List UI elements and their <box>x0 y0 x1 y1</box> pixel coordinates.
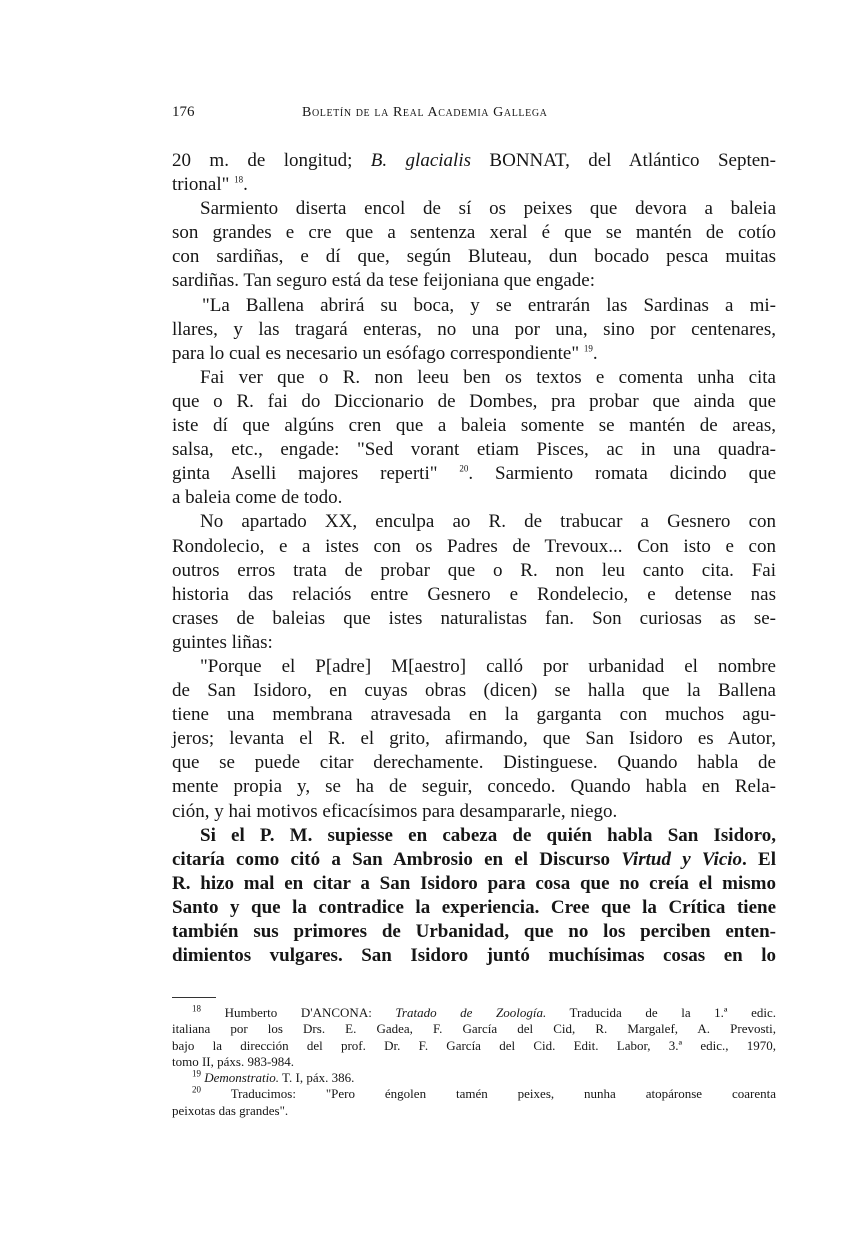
quote-line: que se puede citar derechamente. Distinguese. Quando habla de <box>172 752 776 774</box>
text-line: trional" $^{18}$. <box>172 174 248 196</box>
footnote-18: $^{18}$ Humberto D'ANCONA: Tratado de Zoología. Traducida de la 1.ª edic. <box>192 1003 776 1020</box>
text-line: sardiñas. Tan seguro está da tese feijoniana que engade: <box>172 270 596 292</box>
footnote-divider <box>172 997 216 998</box>
quote-line: ción, y hai motivos eficacísimos para desampararle, niego. <box>172 800 618 822</box>
text-line: 20 m. de longitud; B. glacialis BONNAT, del Atlántico Septen- <box>172 150 776 171</box>
text-line: ginta Aselli majores reperti" $^{20}$. Sarmiento romata dicindo que <box>172 463 777 485</box>
footnote-marker: 18 <box>234 174 244 185</box>
quote-line: llares, y las tragará enteras, no una por una, sino por centenares, <box>172 318 776 340</box>
quote-line: tiene una membrana atravesada en la garganta con muchos agu- <box>172 704 776 726</box>
quote-line: mente propia y, se ha de seguir, concedo. Quando habla en Rela- <box>172 776 776 798</box>
footnotes <box>172 1005 776 1119</box>
text-line: salsa, etc., engade: "Sed vorant etiam Pisces, ac in una quadra- <box>172 439 776 461</box>
running-title: Boletín de la Real Academia Gallega <box>302 105 548 120</box>
text-line: No apartado XX, enculpa ao R. de trabucar a Gesnero con <box>200 511 776 533</box>
quote-line: "La Ballena abrirá su boca, y se entrarán las Sardinas a mi- <box>202 294 776 316</box>
page-number: 176 <box>172 104 195 120</box>
text-line: son grandes e cre que a sentenza xeral é que se mantén de cotío <box>172 222 776 244</box>
footnote-line: bajo la dirección del prof. Dr. F. García del Cid. Edit. Labor, 3.ª edic., 1970, <box>172 1037 776 1053</box>
footnote-marker: 20 <box>459 463 469 474</box>
quote-line: jeros; levanta el R. el grito, afirmando, que San Isidoro es Autor, <box>172 728 776 750</box>
text-line: Rondolecio, e a istes con os Padres de Trevoux... Con isto e con <box>172 535 776 557</box>
text-line: historia das relaciós entre Gesnero e Rondelecio, e detense nas <box>172 583 776 605</box>
footnote-marker: 19 <box>583 343 593 354</box>
text-line: Sarmiento diserta encol de sí os peixes que devora a baleia <box>200 198 776 220</box>
quote-line: dimientos vulgares. San Isidoro juntó muchísimas cosas en lo <box>172 945 776 967</box>
quote-line: para lo cual es necesario un esófago correspondiente" $^{19}$. <box>172 342 598 364</box>
footnote-19: $^{19}$ Demonstratio. T. I, páx. 386. <box>192 1068 355 1086</box>
quote-line: de San Isidoro, en cuyas obras (dicen) se halla que la Ballena <box>172 680 776 702</box>
quote-line: "Porque el P[adre] M[aestro] calló por urbanidad el nombre <box>200 655 776 677</box>
text-line: guintes liñas: <box>172 631 273 653</box>
footnote-20: $^{20}$ Traducimos: "Pero éngolen tamén peixes, nunha atopáronse coarenta <box>192 1085 776 1102</box>
text-line: crases de baleias que istes naturalistas fan. Son curiosas as se- <box>172 607 776 629</box>
footnote-line: peixotas das grandes". <box>172 1102 289 1118</box>
text-line: con sardiñas, e dí que, según Bluteau, dun bocado pesca muitas <box>172 246 776 268</box>
body-text <box>172 149 776 968</box>
text-line: outros erros trata de probar que o R. non leu canto cita. Fai <box>172 559 776 581</box>
footnote-line: italiana por los Drs. E. Gadea, F. García del Cid, R. Margalef, A. Prevosti, <box>172 1021 776 1037</box>
footnote-line: tomo II, páxs. 983-984. <box>172 1053 295 1069</box>
quote-line: R. hizo mal en citar a San Isidoro para cosa que no creía el mismo <box>172 872 776 894</box>
text-line: que o R. fai do Diccionario de Dombes, pra probar que ainda que <box>172 390 776 412</box>
text-line: a baleia come de todo. <box>172 487 343 509</box>
page-header <box>172 104 776 128</box>
text-line: Fai ver que o R. non leeu ben os textos e comenta unha cita <box>200 366 776 388</box>
quote-line: Santo y que la contradice la experiencia. Cree que la Crítica tiene <box>172 896 776 918</box>
quote-line: Si el P. M. supiesse en cabeza de quién habla San Isidoro, <box>200 824 776 846</box>
quote-line: también sus primores de Urbanidad, que no los perciben enten- <box>172 921 776 942</box>
text-line: iste dí que algúns cren que a baleia somente se mantén de areas, <box>172 415 776 437</box>
quote-line: citaría como citó a San Ambrosio en el Discurso Virtud y Vicio. El <box>172 848 776 870</box>
